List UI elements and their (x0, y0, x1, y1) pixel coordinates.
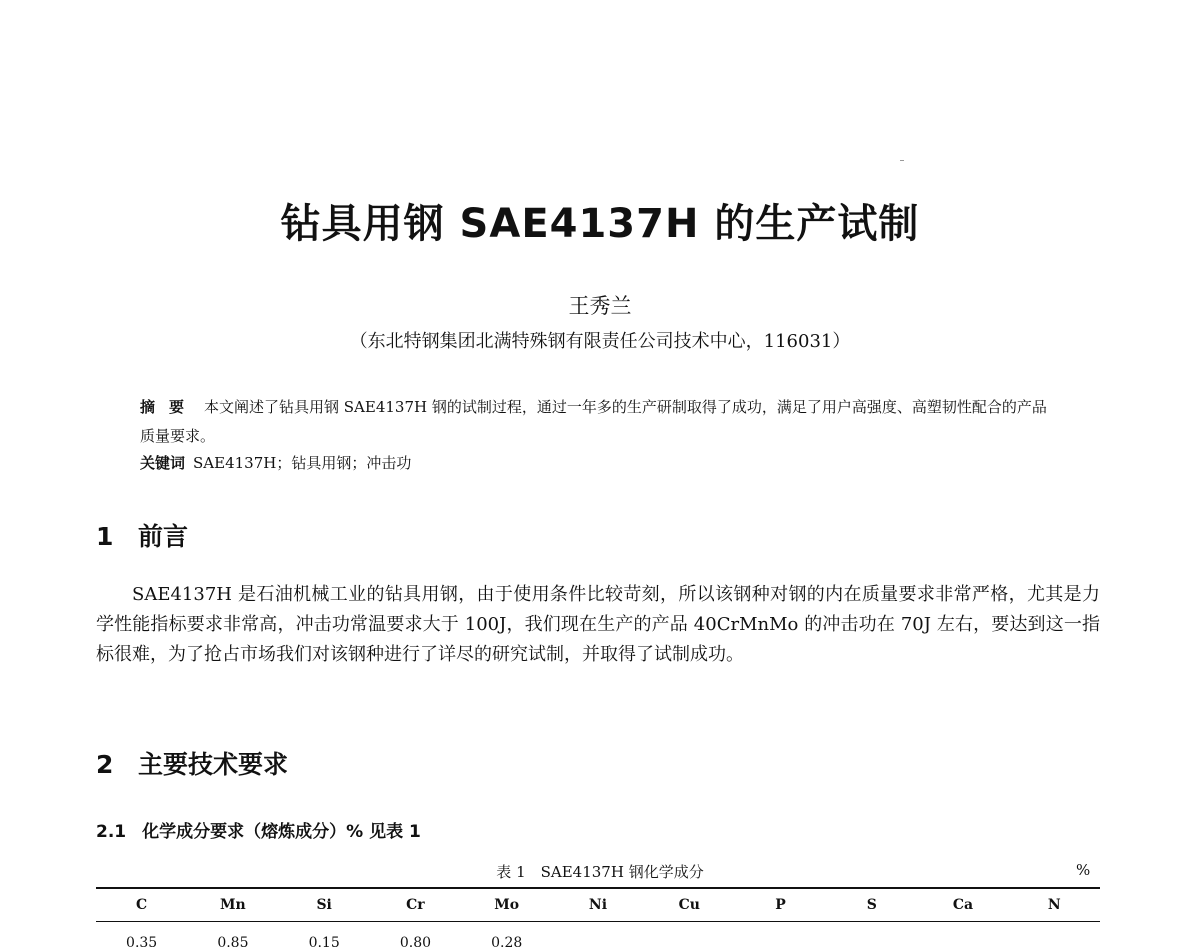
section-1-number: 1 (96, 522, 114, 551)
table-header-cell: Mo (494, 897, 520, 913)
abstract-label: 摘要 (140, 398, 199, 416)
table-cell (1009, 935, 1100, 951)
keywords (140, 452, 1060, 473)
table-header-cell: C (136, 897, 148, 913)
keywords-text: SAE4137H；钻具用钢；冲击功 (193, 454, 412, 472)
subsection-2-1-heading (96, 817, 421, 842)
table-cell (552, 935, 643, 951)
table-cell (826, 935, 917, 951)
table-header-cell: Mn (220, 897, 246, 913)
table-1-header-row (96, 897, 1100, 913)
section-1-paragraph: SAE4137H 是石油机械工业的钻具用钢，由于使用条件比较苛刻，所以该钢种对钢的内在质量要求非常严格，尤其是力学性能指标要求非常高，冲击功常温要求大于 100J，我们现在生产的产品 40CrMnMo 的冲击功在 70J 左右，要达到这一指标很难，为了抢占市场我们对该钢种进行了详尽的研究试制，并取得了试制成功。 (96, 584, 1100, 665)
author-name: 王秀兰 (568, 294, 632, 318)
scan-speck (900, 160, 904, 161)
section-2-number: 2 (96, 750, 114, 779)
table-header-cell: N (1047, 897, 1061, 913)
table-header-cell: Cr (406, 897, 425, 913)
table-cell: 0.28 (491, 935, 523, 951)
table-header-cell: Cu (678, 897, 700, 913)
table-header-cell: Ni (588, 897, 608, 913)
subsection-2-1-title: 化学成分要求（熔炼成分）% 见表 1 (142, 822, 421, 842)
table-top-rule (96, 887, 1100, 889)
table-cell: 0.85 (217, 935, 249, 951)
abstract (140, 393, 1060, 451)
section-2-title: 主要技术要求 (138, 750, 289, 779)
table-cell (644, 935, 735, 951)
section-1-heading (96, 517, 188, 553)
table-cell (735, 935, 826, 951)
table-cell (917, 935, 1008, 951)
table-row (96, 935, 1100, 951)
table-header-cell: S (866, 897, 877, 913)
abstract-text: 本文阐述了钻具用钢 SAE4137H 钢的试制过程，通过一年多的生产研制取得了成功，满足了用户高强度、高塑韧性配合的产品质量要求。 (140, 398, 1047, 445)
keywords-label: 关键词 (140, 454, 186, 472)
author-affiliation: （东北特钢集团北满特殊钢有限责任公司技术中心，116031） (349, 331, 851, 352)
table-cell: 0.35 (126, 935, 158, 951)
subsection-2-1-number: 2.1 (96, 822, 127, 842)
table-header-cell: P (775, 897, 786, 913)
table-cell: 0.80 (399, 935, 432, 951)
section-1-title: 前言 (138, 522, 189, 551)
table-header-cell: Ca (952, 897, 974, 913)
table-cell: 0.15 (308, 935, 340, 951)
table-1-caption: 表 1 SAE4137H 钢化学成分 (496, 863, 704, 881)
table-header-cell: Si (316, 897, 332, 913)
table-header-rule (96, 921, 1100, 922)
table-1-unit: % (1076, 861, 1091, 879)
paper-title: 钻具用钢 SAE4137H 的生产试制 (280, 201, 920, 247)
section-2-heading (96, 745, 288, 781)
